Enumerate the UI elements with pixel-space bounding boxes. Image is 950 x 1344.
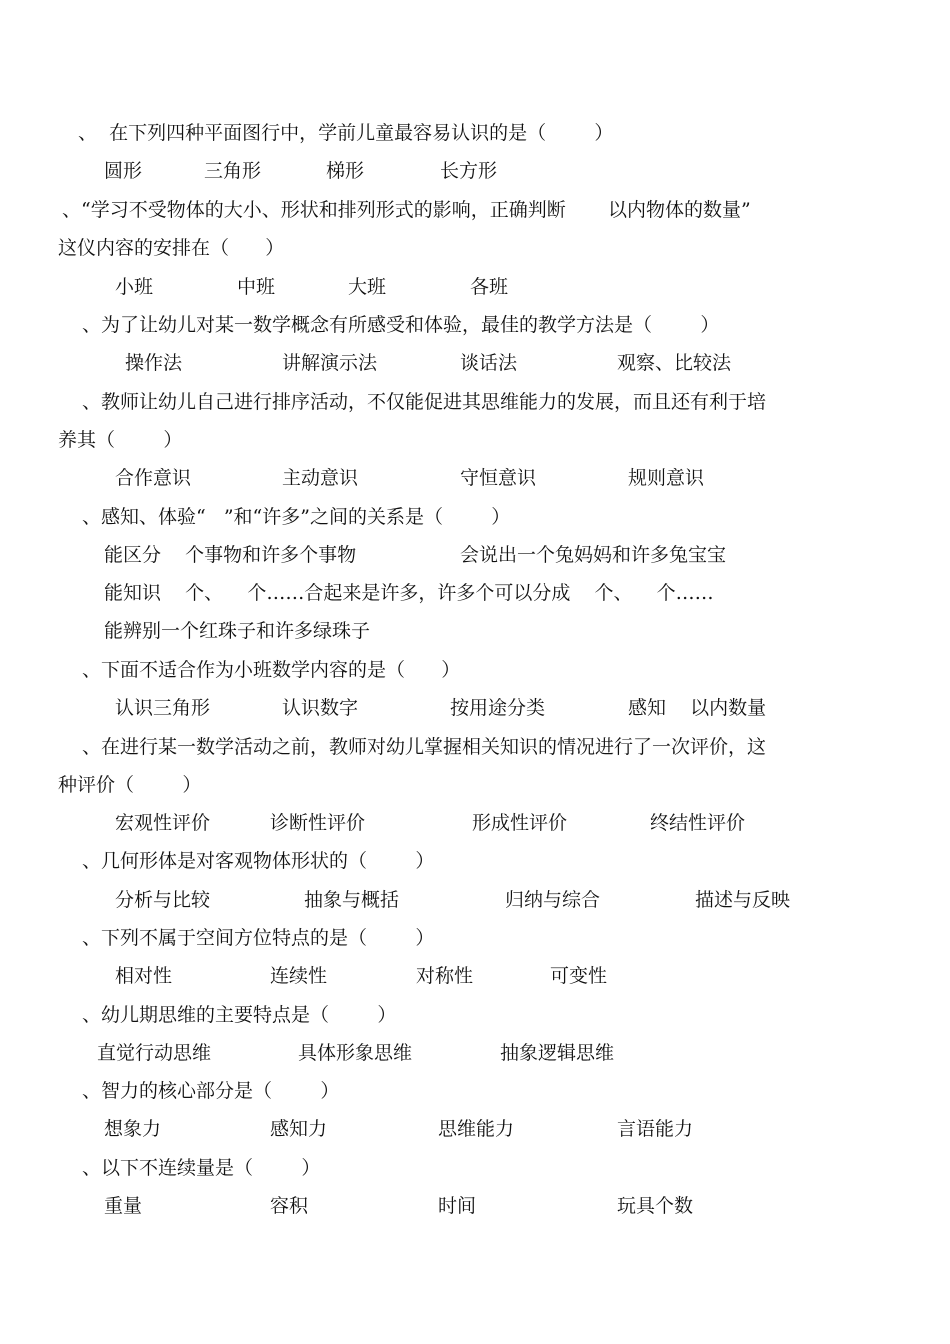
question-4-stem: 、教师让幼儿自己进行排序活动，不仅能促进其思维能力的发展，而且还有利于培 <box>82 391 767 413</box>
question-10-option-a: 直觉行动思维 <box>97 1042 212 1064</box>
question-2-option-b: 中班 <box>237 276 276 298</box>
question-2-stem-continued: 这仪内容的安排在（ ） <box>58 237 285 259</box>
question-12-option-b: 容积 <box>270 1195 309 1217</box>
question-3-option-d: 观察、比较法 <box>617 352 732 374</box>
question-10-stem: 、幼儿期思维的主要特点是（ ） <box>82 1004 397 1026</box>
question-6-option-a: 认识三角形 <box>115 697 211 719</box>
question-4-option-a: 合作意识 <box>115 467 192 489</box>
question-11-option-b: 感知力 <box>270 1118 328 1140</box>
question-12-option-c: 时间 <box>438 1195 477 1217</box>
question-4-option-b: 主动意识 <box>282 467 359 489</box>
question-4-option-c: 守恒意识 <box>460 467 537 489</box>
question-6-stem: 、下面不适合作为小班数学内容的是（ ） <box>82 659 461 681</box>
question-3-stem: 、为了让幼儿对某一数学概念有所感受和体验，最佳的教学方法是（ ） <box>82 314 720 336</box>
question-2-stem: 、“学习不受物体的大小、形状和排列形式的影响，正确判断 以内物体的数量” <box>62 199 751 221</box>
question-1-option-a: 圆形 <box>104 160 143 182</box>
question-1-stem: 、 在下列四种平面图行中，学前儿童最容易认识的是（ ） <box>78 122 614 144</box>
question-9-option-c: 对称性 <box>416 965 474 987</box>
question-6-option-c: 按用途分类 <box>450 697 546 719</box>
question-9-option-b: 连续性 <box>270 965 328 987</box>
question-1-option-c: 梯形 <box>326 160 365 182</box>
question-11-stem: 、智力的核心部分是（ ） <box>82 1080 340 1102</box>
question-8-option-a: 分析与比较 <box>115 889 211 911</box>
question-8-option-b: 抽象与概括 <box>304 889 400 911</box>
question-4-option-d: 规则意识 <box>628 467 705 489</box>
question-1-option-b: 三角形 <box>204 160 262 182</box>
question-10-option-b: 具体形象思维 <box>298 1042 413 1064</box>
question-3-option-c: 谈话法 <box>460 352 518 374</box>
question-5-option-d: 能辨别一个红珠子和许多绿珠子 <box>104 620 371 642</box>
question-5-option-c: 能知识 个、 个……合起来是许多，许多个可以分成 个、 个…… <box>104 582 714 604</box>
question-5-stem: 、感知、体验“ ”和“许多”之间的关系是（ ） <box>82 506 511 528</box>
question-6-option-d: 感知 以内数量 <box>628 697 767 719</box>
question-11-option-a: 想象力 <box>104 1118 162 1140</box>
question-8-stem: 、几何形体是对客观物体形状的（ ） <box>82 850 435 872</box>
question-3-option-a: 操作法 <box>125 352 183 374</box>
question-5-option-b: 会说出一个兔妈妈和许多兔宝宝 <box>460 544 727 566</box>
question-5-option-a: 能区分 个事物和许多个事物 <box>104 544 357 566</box>
question-2-option-a: 小班 <box>115 276 154 298</box>
question-10-option-c: 抽象逻辑思维 <box>500 1042 615 1064</box>
question-7-option-a: 宏观性评价 <box>115 812 211 834</box>
question-12-option-a: 重量 <box>104 1195 143 1217</box>
question-9-option-a: 相对性 <box>115 965 173 987</box>
question-3-option-b: 讲解演示法 <box>282 352 378 374</box>
question-8-option-c: 归纳与综合 <box>505 889 601 911</box>
question-7-stem: 、在进行某一数学活动之前，教师对幼儿掌握相关知识的情况进行了一次评价，这 <box>82 736 767 758</box>
question-9-stem: 、下列不属于空间方位特点的是（ ） <box>82 927 435 949</box>
question-11-option-d: 言语能力 <box>617 1118 694 1140</box>
question-7-option-d: 终结性评价 <box>650 812 746 834</box>
question-2-option-c: 大班 <box>348 276 387 298</box>
question-11-option-c: 思维能力 <box>438 1118 515 1140</box>
question-1-option-d: 长方形 <box>440 160 498 182</box>
question-4-stem-continued: 养其（ ） <box>58 429 183 451</box>
question-12-option-d: 玩具个数 <box>617 1195 694 1217</box>
question-9-option-d: 可变性 <box>550 965 608 987</box>
question-7-stem-continued: 种评价（ ） <box>58 774 202 796</box>
question-7-option-b: 诊断性评价 <box>270 812 366 834</box>
question-2-option-d: 各班 <box>470 276 509 298</box>
question-6-option-b: 认识数字 <box>282 697 359 719</box>
question-7-option-c: 形成性评价 <box>472 812 568 834</box>
question-12-stem: 、以下不连续量是（ ） <box>82 1157 321 1179</box>
question-8-option-d: 描述与反映 <box>695 889 791 911</box>
